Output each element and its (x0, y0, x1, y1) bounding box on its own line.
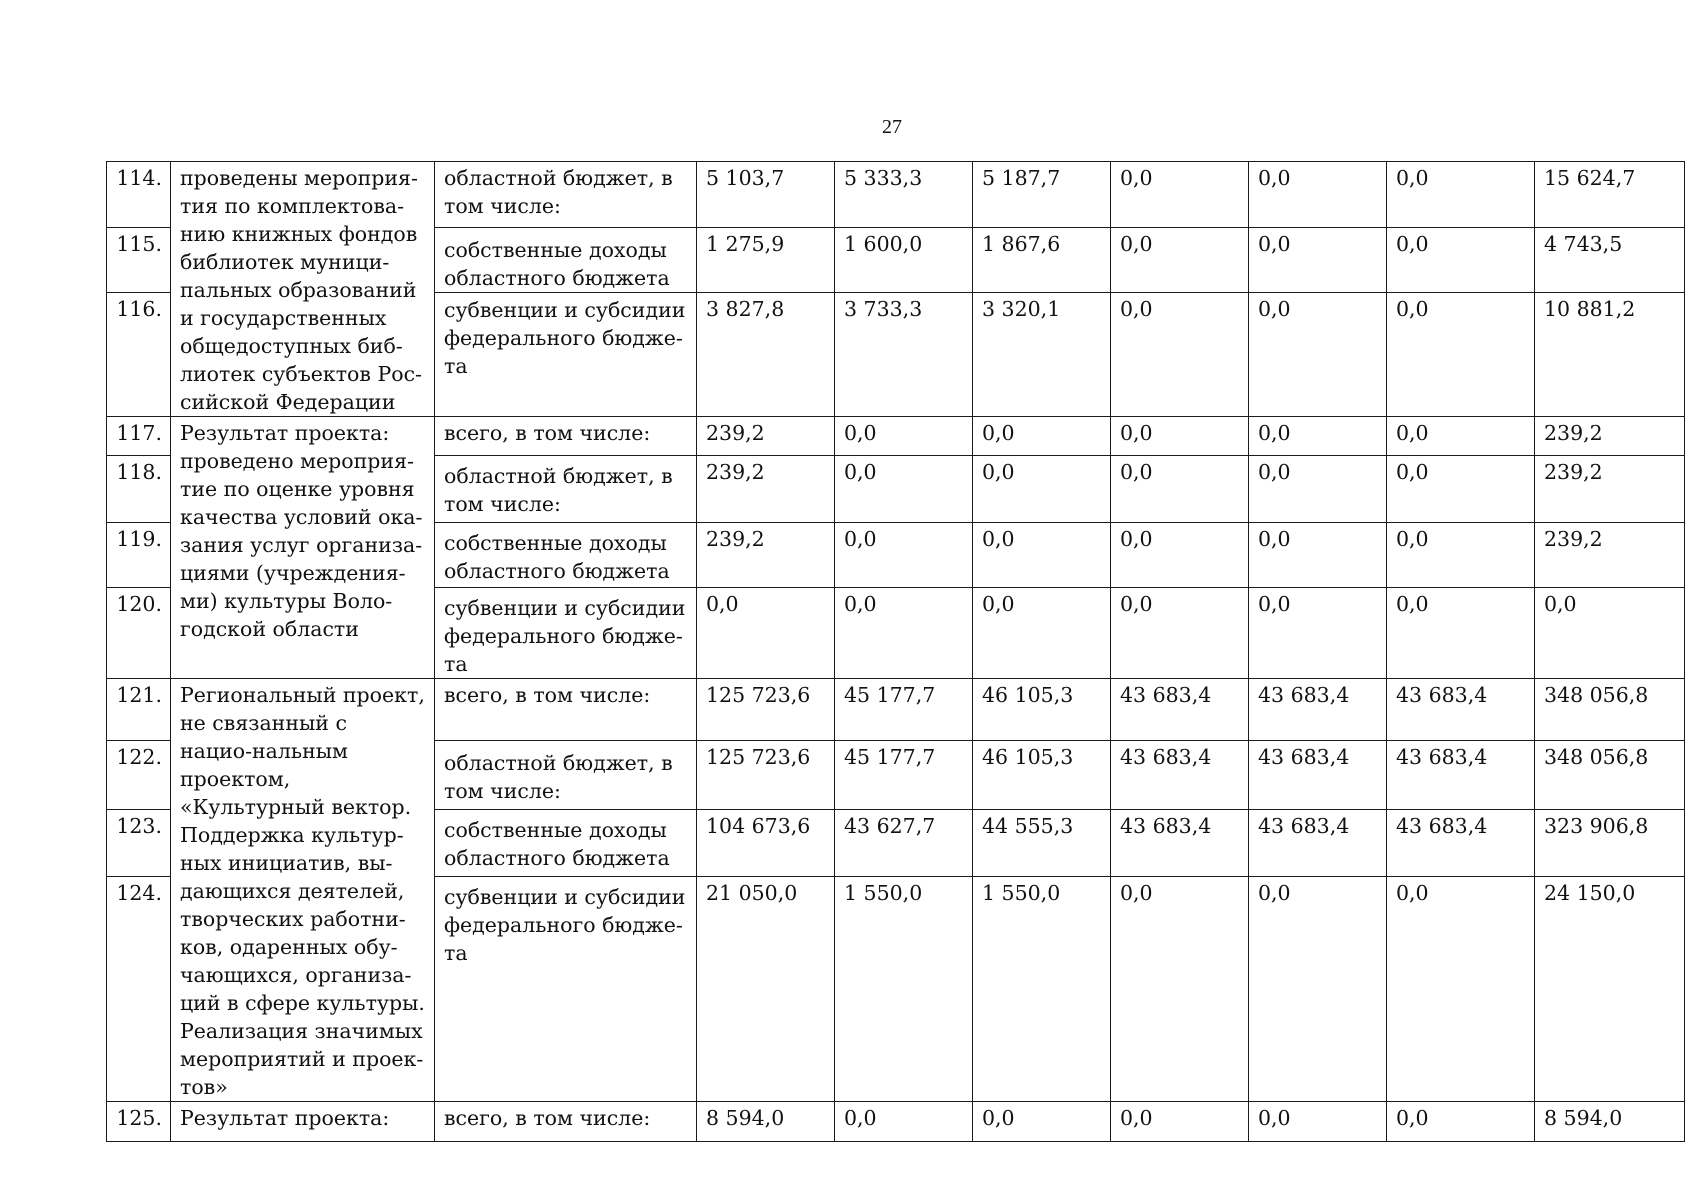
table-row (107, 162, 1685, 228)
year-value: 0,0 (973, 417, 1111, 456)
row-number: 115. (107, 228, 171, 293)
year-value: 239,2 (697, 523, 835, 588)
year-value: 0,0 (697, 588, 835, 679)
year-value: 0,0 (973, 1102, 1111, 1142)
year-value: 46 105,3 (973, 740, 1111, 809)
year-value: 0,0 (973, 523, 1111, 588)
funding-source: собственные доходы областного бюджета (435, 809, 697, 876)
year-value: 125 723,6 (697, 740, 835, 809)
row-number: 116. (107, 293, 171, 417)
funding-source: всего, в том числе: (435, 417, 697, 456)
year-value: 0,0 (1249, 162, 1387, 228)
year-value: 0,0 (1249, 456, 1387, 523)
year-value: 45 177,7 (835, 740, 973, 809)
year-value: 0,0 (1387, 1102, 1535, 1142)
year-value: 0,0 (1111, 162, 1249, 228)
year-value: 44 555,3 (973, 809, 1111, 876)
year-value: 43 683,4 (1249, 679, 1387, 741)
year-value: 1 550,0 (973, 876, 1111, 1101)
row-number: 114. (107, 162, 171, 228)
year-value: 0,0 (1387, 588, 1535, 679)
year-value: 104 673,6 (697, 809, 835, 876)
row-number: 120. (107, 588, 171, 679)
row-number: 122. (107, 740, 171, 809)
year-value: 1 550,0 (835, 876, 973, 1101)
total-value: 239,2 (1535, 417, 1685, 456)
year-value: 0,0 (1111, 1102, 1249, 1142)
year-value: 0,0 (1387, 456, 1535, 523)
year-value: 43 683,4 (1111, 740, 1249, 809)
year-value: 43 683,4 (1111, 809, 1249, 876)
year-value: 45 177,7 (835, 679, 973, 741)
table-body (107, 162, 1685, 1142)
year-value: 43 683,4 (1111, 679, 1249, 741)
year-value: 0,0 (1111, 523, 1249, 588)
year-value: 0,0 (835, 523, 973, 588)
year-value: 125 723,6 (697, 679, 835, 741)
funding-source: всего, в том числе: (435, 679, 697, 741)
result-description: Региональный проект, не связанный с нацио-нальным проектом, «Культурный вектор. Поддержка культур-ных инициатив, вы-дающихся деятелей, творческих работни-ков, одаренных обу-чающихся, организа-ций в сфере культуры. Реализация значимых мероприятий и проек-тов» (171, 679, 435, 1102)
year-value: 5 333,3 (835, 162, 973, 228)
funding-source: субвенции и субсидии федерального бюдже-та (435, 588, 697, 679)
year-value: 8 594,0 (697, 1102, 835, 1142)
result-description: Результат проекта: проведено мероприя-тие по оценке уровня качества условий ока-зания услуг организа-циями (учреждения-ми) культуры Воло-годской области (171, 417, 435, 679)
year-value: 1 600,0 (835, 228, 973, 293)
year-value: 0,0 (1249, 1102, 1387, 1142)
total-value: 323 906,8 (1535, 809, 1685, 876)
year-value: 0,0 (1111, 228, 1249, 293)
year-value: 0,0 (1387, 417, 1535, 456)
year-value: 0,0 (835, 1102, 973, 1142)
funding-source: собственные доходы областного бюджета (435, 228, 697, 293)
year-value: 43 683,4 (1387, 679, 1535, 741)
total-value: 15 624,7 (1535, 162, 1685, 228)
year-value: 0,0 (973, 588, 1111, 679)
total-value: 10 881,2 (1535, 293, 1685, 417)
year-value: 0,0 (835, 456, 973, 523)
year-value: 0,0 (1249, 417, 1387, 456)
total-value: 239,2 (1535, 456, 1685, 523)
year-value: 0,0 (973, 456, 1111, 523)
year-value: 43 683,4 (1249, 740, 1387, 809)
funding-source: областной бюджет, в том числе: (435, 456, 697, 523)
funding-source: субвенции и субсидии федерального бюдже-та (435, 293, 697, 417)
year-value: 0,0 (1249, 293, 1387, 417)
year-value: 0,0 (1111, 417, 1249, 456)
funding-source: областной бюджет, в том числе: (435, 740, 697, 809)
row-number: 123. (107, 809, 171, 876)
year-value: 0,0 (1387, 876, 1535, 1101)
table-row (107, 417, 1685, 456)
year-value: 0,0 (1387, 228, 1535, 293)
year-value: 0,0 (1387, 523, 1535, 588)
year-value: 21 050,0 (697, 876, 835, 1101)
total-value: 348 056,8 (1535, 679, 1685, 741)
year-value: 0,0 (1249, 228, 1387, 293)
year-value: 0,0 (1249, 588, 1387, 679)
page-number: 27 (882, 116, 902, 138)
year-value: 0,0 (1249, 876, 1387, 1101)
funding-source: субвенции и субсидии федерального бюдже-та (435, 876, 697, 1101)
year-value: 239,2 (697, 456, 835, 523)
year-value: 3 827,8 (697, 293, 835, 417)
year-value: 0,0 (1249, 523, 1387, 588)
funding-source: областной бюджет, в том числе: (435, 162, 697, 228)
year-value: 239,2 (697, 417, 835, 456)
year-value: 0,0 (1111, 588, 1249, 679)
year-value: 0,0 (1387, 162, 1535, 228)
row-number: 125. (107, 1102, 171, 1142)
result-description: Результат проекта: (171, 1102, 435, 1142)
year-value: 0,0 (1111, 293, 1249, 417)
year-value: 1 275,9 (697, 228, 835, 293)
year-value: 43 683,4 (1387, 740, 1535, 809)
year-value: 0,0 (835, 417, 973, 456)
total-value: 8 594,0 (1535, 1102, 1685, 1142)
year-value: 3 320,1 (973, 293, 1111, 417)
total-value: 24 150,0 (1535, 876, 1685, 1101)
total-value: 4 743,5 (1535, 228, 1685, 293)
budget-table (106, 161, 1685, 1142)
total-value: 239,2 (1535, 523, 1685, 588)
year-value: 5 103,7 (697, 162, 835, 228)
table-row (107, 679, 1685, 741)
year-value: 46 105,3 (973, 679, 1111, 741)
funding-source: собственные доходы областного бюджета (435, 523, 697, 588)
year-value: 5 187,7 (973, 162, 1111, 228)
year-value: 43 683,4 (1387, 809, 1535, 876)
row-number: 118. (107, 456, 171, 523)
year-value: 0,0 (835, 588, 973, 679)
result-description: проведены мероприя-тия по комплектова-нию книжных фондов библиотек муници-пальных образований и государственных общедоступных биб-лиотек субъектов Рос-сийской Федерации (171, 162, 435, 417)
year-value: 43 683,4 (1249, 809, 1387, 876)
row-number: 121. (107, 679, 171, 741)
row-number: 119. (107, 523, 171, 588)
year-value: 1 867,6 (973, 228, 1111, 293)
row-number: 124. (107, 876, 171, 1101)
year-value: 0,0 (1111, 876, 1249, 1101)
total-value: 0,0 (1535, 588, 1685, 679)
table-row (107, 1102, 1685, 1142)
total-value: 348 056,8 (1535, 740, 1685, 809)
year-value: 0,0 (1111, 456, 1249, 523)
funding-source: всего, в том числе: (435, 1102, 697, 1142)
year-value: 0,0 (1387, 293, 1535, 417)
year-value: 3 733,3 (835, 293, 973, 417)
row-number: 117. (107, 417, 171, 456)
year-value: 43 627,7 (835, 809, 973, 876)
